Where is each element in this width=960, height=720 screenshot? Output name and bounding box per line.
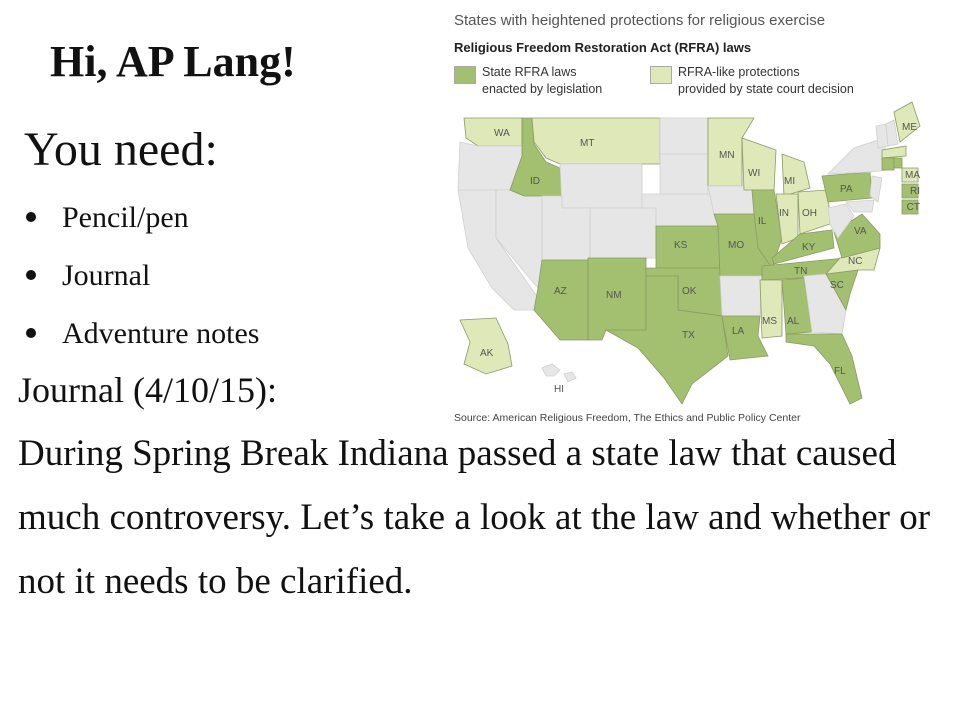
state-label-mt: MT bbox=[580, 138, 595, 149]
state-ms bbox=[760, 280, 782, 338]
legend-dark-line1: State RFRA laws bbox=[482, 65, 577, 79]
state-label-in: IN bbox=[779, 208, 789, 219]
state-mt bbox=[532, 118, 660, 164]
legend-dark-line2: enacted by legislation bbox=[482, 82, 603, 96]
legend-light-line1: RFRA-like protections bbox=[678, 65, 800, 79]
state-label-ok: OK bbox=[682, 286, 697, 297]
state-az bbox=[534, 260, 588, 340]
state-mi bbox=[782, 154, 810, 196]
state-label-az: AZ bbox=[554, 286, 567, 297]
state-label-nm: NM bbox=[606, 290, 622, 301]
state-label-nc: NC bbox=[848, 256, 863, 267]
state-label-tn: TN bbox=[794, 266, 808, 277]
bullet-icon bbox=[26, 328, 36, 338]
side-label-ma: MA bbox=[905, 170, 920, 181]
state-label-ak: AK bbox=[480, 348, 494, 359]
supply-item-label: Journal bbox=[62, 259, 151, 292]
journal-heading: Journal (4/10/15): bbox=[18, 370, 277, 410]
state-ak bbox=[460, 318, 512, 374]
state-label-ky: KY bbox=[802, 242, 816, 253]
state-label-mo: MO bbox=[728, 240, 745, 251]
legend-light-label bbox=[678, 64, 854, 98]
journal-prompt: During Spring Break Indiana passed a state law that caused much controversy. Let’s take a look at the law and whether or not it needs to be clarified. bbox=[18, 433, 931, 602]
state-ri bbox=[894, 158, 902, 168]
list-item bbox=[24, 254, 259, 312]
state-label-al: AL bbox=[787, 316, 800, 327]
state-co bbox=[590, 208, 656, 258]
us-states-map bbox=[442, 98, 922, 410]
need-heading: You need: bbox=[24, 123, 218, 176]
state-wy bbox=[560, 164, 642, 208]
supply-item-label: Adventure notes bbox=[62, 317, 260, 350]
state-label-sc: SC bbox=[830, 280, 844, 291]
state-label-ks: KS bbox=[674, 240, 688, 251]
greeting-title: Hi, AP Lang! bbox=[50, 37, 296, 86]
legend-swatch-dark bbox=[454, 66, 476, 84]
bullet-icon bbox=[26, 212, 36, 222]
map-source: Source: American Religious Freedom, The Ethics and Public Policy Center bbox=[454, 412, 801, 424]
state-hi bbox=[542, 364, 576, 382]
side-label-ri: RI bbox=[910, 186, 920, 197]
state-label-il: IL bbox=[758, 216, 767, 227]
state-label-id: ID bbox=[530, 176, 540, 187]
legend-dark-label bbox=[482, 64, 602, 98]
state-label-wi: WI bbox=[748, 168, 761, 179]
state-label-la: LA bbox=[732, 326, 745, 337]
list-item bbox=[24, 312, 259, 370]
state-label-oh: OH bbox=[802, 208, 817, 219]
map-title: States with heightened protections for religious exercise bbox=[454, 12, 826, 29]
list-item bbox=[24, 196, 259, 254]
state-label-hi: HI bbox=[554, 384, 564, 395]
supply-item-label: Pencil/pen bbox=[62, 201, 189, 234]
state-label-tx: TX bbox=[682, 330, 695, 341]
side-label-ct: CT bbox=[906, 202, 920, 213]
state-label-mi: MI bbox=[784, 176, 796, 187]
state-ks bbox=[656, 226, 720, 268]
state-fl bbox=[786, 334, 862, 404]
supply-list bbox=[24, 196, 259, 370]
bullet-icon bbox=[26, 270, 36, 280]
state-label-va: VA bbox=[854, 226, 867, 237]
state-label-pa: PA bbox=[840, 184, 853, 195]
state-ct bbox=[882, 158, 894, 170]
map-subtitle: Religious Freedom Restoration Act (RFRA) laws bbox=[454, 40, 752, 55]
rfra-map-figure bbox=[442, 2, 922, 432]
state-ar bbox=[720, 276, 762, 316]
state-sd bbox=[660, 154, 708, 194]
state-wa bbox=[464, 118, 522, 146]
state-label-ms: MS bbox=[762, 316, 777, 327]
state-label-fl: FL bbox=[834, 366, 846, 377]
legend-light-line2: provided by state court decision bbox=[678, 82, 854, 96]
state-label-me: ME bbox=[902, 122, 917, 133]
state-label-wa: WA bbox=[494, 128, 510, 139]
legend-swatch-light bbox=[650, 66, 672, 84]
state-wi bbox=[742, 138, 776, 190]
state-label-mn: MN bbox=[719, 150, 735, 161]
state-nd bbox=[660, 118, 708, 154]
